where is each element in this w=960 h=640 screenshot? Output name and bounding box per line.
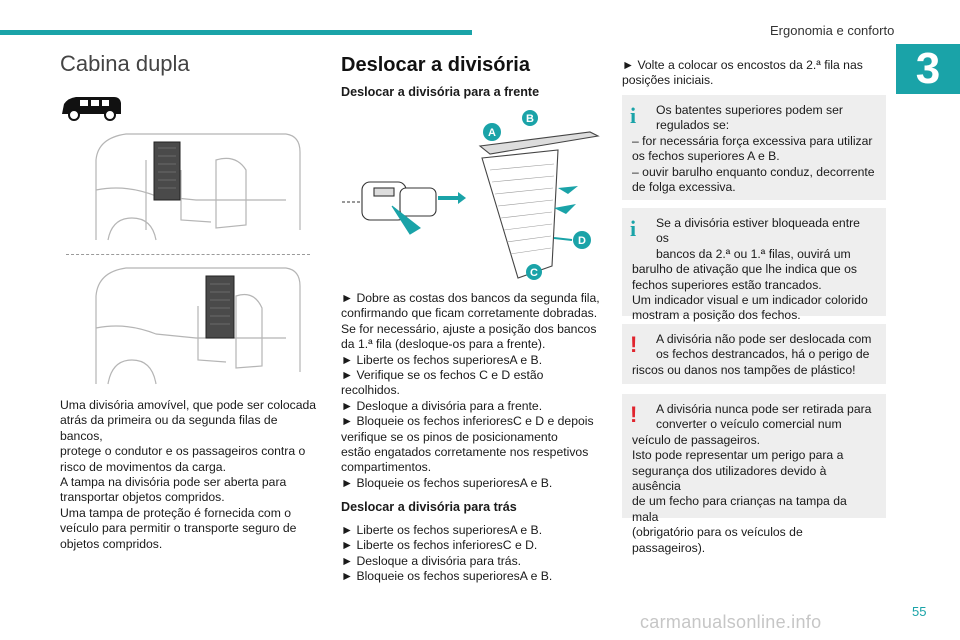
cabina-dupla-text [60, 398, 322, 552]
instruction-line: recolhidos. [341, 383, 400, 398]
instruction-line: Se for necessário, ajuste a posição dos bancos [341, 321, 597, 336]
note-line: Isto pode representar um perigo para a [632, 448, 844, 463]
body-line: Uma tampa de proteção é fornecida com o [60, 505, 292, 520]
instruction-line: verifique se os pinos de posicionamento [341, 429, 558, 444]
watermark: carmanualsonline.info [640, 612, 822, 632]
column-1 [60, 51, 322, 76]
instruction-line: estão engatados corretamente nos respetivos [341, 445, 589, 460]
note-line: os fechos superiores A e B. [632, 149, 780, 164]
note-line: regulados se: [656, 118, 730, 133]
body-line: protege o condutor e os passageiros contra o [60, 444, 306, 459]
instruction-line: ► Liberte os fechos inferioresC e D. [341, 538, 538, 553]
instruction-line: ► Volte a colocar os encostos da 2.ª fila nas [622, 58, 863, 72]
instruction-line: da 1.ª fila (desloque-os para a frente). [341, 337, 546, 352]
note-line: de folga excessiva. [632, 180, 736, 195]
note-line: Se a divisória estiver bloqueada entre os [656, 216, 860, 246]
van-icon [58, 94, 124, 122]
note-line: segurança dos utilizadores devido à ausência [632, 463, 827, 494]
note-line: os fechos destrancados, há o perigo de [656, 347, 870, 362]
vehicle-partition-illustration-rear [86, 262, 306, 386]
body-line: A tampa na divisória pode ser aberta para [60, 475, 287, 490]
instruction-line: ► Bloqueie os fechos inferioresC e D e depois [341, 414, 594, 429]
note-line: barulho de ativação que lhe indica que os [632, 262, 857, 277]
note-line: riscos ou danos nos tampões de plástico! [632, 362, 856, 377]
callout-label-c: C [530, 267, 538, 279]
section-title: Ergonomia e conforto [770, 23, 895, 38]
instruction-line: posições iniciais. [622, 73, 714, 88]
column-2-header [341, 54, 603, 101]
subheading-back: Deslocar a divisória para trás [341, 500, 517, 515]
col3-intro [622, 58, 888, 89]
warning-icon: ! [630, 332, 638, 357]
instruction-line: ► Desloque a divisória para trás. [341, 553, 522, 568]
body-line: risco de movimentos da carga. [60, 459, 226, 474]
callout-label-b: B [526, 113, 534, 125]
note-line: veículo de passageiros. [632, 432, 761, 447]
body-line: Uma divisória amovível, que pode ser colocada [60, 398, 317, 412]
body-line: transportar objetos compridos. [60, 490, 225, 505]
note-line: de um fecho para crianças na tampa da mala [632, 494, 847, 524]
subheading-forward: Deslocar a divisória para a frente [341, 85, 540, 100]
note-line: A divisória não pode ser deslocada com [656, 332, 872, 346]
instruction-line: ► Verifique se os fechos C e D estão [341, 368, 544, 383]
instruction-line: ► Desloque a divisória para a frente. [341, 398, 543, 413]
instruction-line: ► Dobre as costas dos bancos da segunda fila, [341, 291, 600, 305]
instruction-line: compartimentos. [341, 460, 432, 475]
instruction-line: ► Bloqueie os fechos superioresA e B. [341, 568, 553, 583]
info-icon: i [630, 103, 637, 128]
instruction-line: ► Liberte os fechos superioresA e B. [341, 522, 543, 537]
info-icon: i [630, 216, 637, 241]
note-line: mostram a posição dos fechos. [632, 308, 801, 323]
warning-icon: ! [630, 402, 638, 427]
header-accent-bar [0, 30, 472, 35]
info-note-1 [622, 95, 886, 200]
callout-label-a: A [488, 127, 496, 139]
partition-latch-figure [340, 110, 602, 286]
note-line: (obrigatório para os veículos de passageiros). [632, 525, 803, 555]
body-line: veículo para permitir o transporte seguro de [60, 521, 297, 536]
figure-divider [66, 254, 310, 255]
vehicle-partition-illustration-front [86, 130, 306, 242]
note-line: Um indicador visual e um indicador colorido [632, 293, 868, 308]
note-line: Os batentes superiores podem ser [656, 103, 843, 117]
callout-label-d: D [578, 235, 586, 247]
note-line: converter o veículo comercial num [656, 417, 842, 432]
note-line: fechos superiores estão trancados. [632, 277, 822, 292]
forward-instructions [341, 291, 603, 584]
note-line: – for necessária força excessiva para utilizar [632, 133, 873, 148]
note-line: bancos da 2.ª ou 1.ª filas, ouvirá um [656, 246, 851, 261]
warning-note-2 [622, 394, 886, 555]
info-note-2 [622, 208, 886, 323]
note-line: – ouvir barulho enquanto conduz, decorrente [632, 164, 875, 179]
deslocar-divisoria-heading: Deslocar a divisória [341, 54, 530, 76]
instruction-line: ► Liberte os fechos superioresA e B. [341, 352, 543, 367]
body-line: atrás da primeira ou da segunda filas de bancos, [60, 413, 278, 443]
note-line: A divisória nunca pode ser retirada para [656, 402, 872, 416]
page-number: 55 [912, 604, 927, 619]
warning-note-1 [622, 324, 886, 384]
instruction-line: ► Bloqueie os fechos superioresA e B. [341, 475, 553, 490]
instruction-line: confirmando que ficam corretamente dobradas. [341, 306, 598, 321]
body-line: objetos compridos. [60, 536, 163, 551]
cabina-dupla-heading: Cabina dupla [60, 51, 190, 76]
chapter-tab: 3 [896, 44, 960, 94]
